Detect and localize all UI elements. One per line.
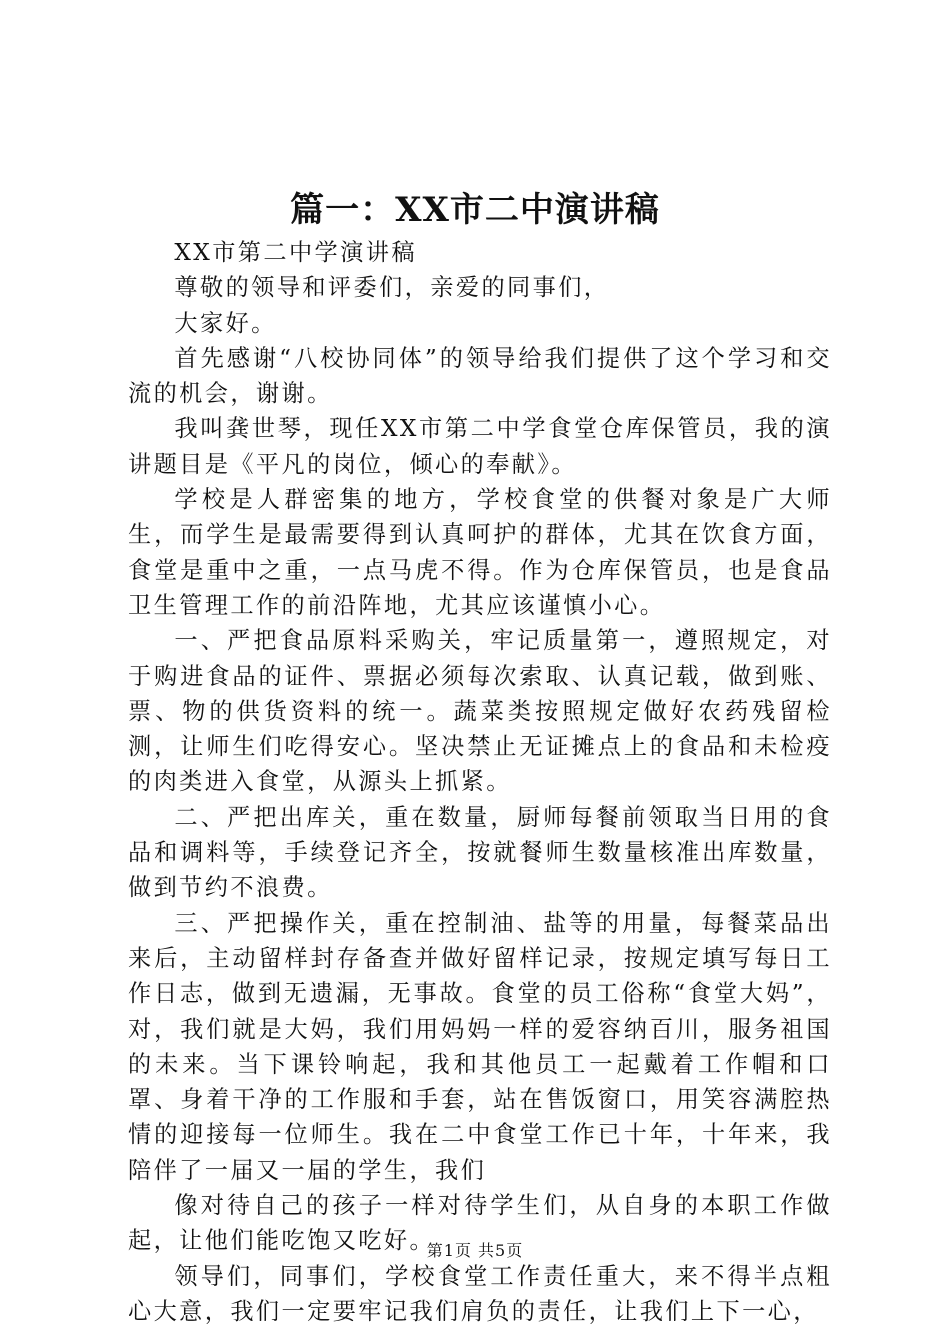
paragraph: 三、严把操作关，重在控制油、盐等的用量，每餐菜品出来后，主动留样封存备查并做好留样记录，按规定填写每日工作日志，做到无遗漏，无事故。食堂的员工俗称“食堂大妈”，对，我们就是大妈，我们用妈妈一样的爱容纳百川，服务祖国的未来。当下课铃响起，我和其他员工一起戴着工作帽和口罩、身着干净的工作服和手套，站在售饭窗口，用笑容满腔热情的迎接每一位师生。我在二中食堂工作已十年，十年来，我陪伴了一届又一届的学生，我们 xyxy=(128,909,832,1184)
paragraph: 像对待自己的孩子一样对待学生们，从自身的本职工作做起，让他们能吃饱又吃好。 xyxy=(128,1192,832,1255)
paragraph: 领导们，同事们，学校食堂工作责任重大，来不得半点粗心大意，我们一定要牢记我们肩负的责任，让我们上下一心， xyxy=(128,1262,832,1325)
document-body xyxy=(128,235,832,1329)
paragraph: XX市第二中学演讲稿 xyxy=(174,239,417,266)
paragraph: 大家好。 xyxy=(174,309,277,337)
document-title: 篇一：XX市二中演讲稿 xyxy=(290,190,660,230)
paragraph: 一、严把食品原料采购关，牢记质量第一，遵照规定，对于购进食品的证件、票据必须每次索取、认真记载，做到账、票、物的供货资料的统一。蔬菜类按照规定做好农药残留检测，让师生们吃得安心。坚决禁止无证摊点上的食品和未检疫的肉类进入食堂，从源头上抓紧。 xyxy=(128,627,832,796)
page-number-footer: 第1页 共5页 xyxy=(426,1241,524,1260)
paragraph: 尊敬的领导和评委们，亲爱的同事们， xyxy=(174,274,610,302)
paragraph: 首先感谢“八校协同体”的领导给我们提供了这个学习和交流的机会，谢谢。 xyxy=(128,344,832,408)
paragraph: 学校是人群密集的地方，学校食堂的供餐对象是广大师生，而学生是最需要得到认真呵护的群体，尤其在饮食方面，食堂是重中之重，一点马虎不得。作为仓库保管员，也是食品卫生管理工作的前沿阵地，尤其应该谨慎小心。 xyxy=(128,486,832,619)
paragraph: 二、严把出库关，重在数量，厨师每餐前领取当日用的食品和调料等，手续登记齐全，按就餐师生数量核准出库数量，做到节约不浪费。 xyxy=(128,803,832,902)
paragraph: 我叫龚世琴，现任XX市第二中学食堂仓库保管员，我的演讲题目是《平凡的岗位，倾心的奉献》。 xyxy=(128,415,832,478)
